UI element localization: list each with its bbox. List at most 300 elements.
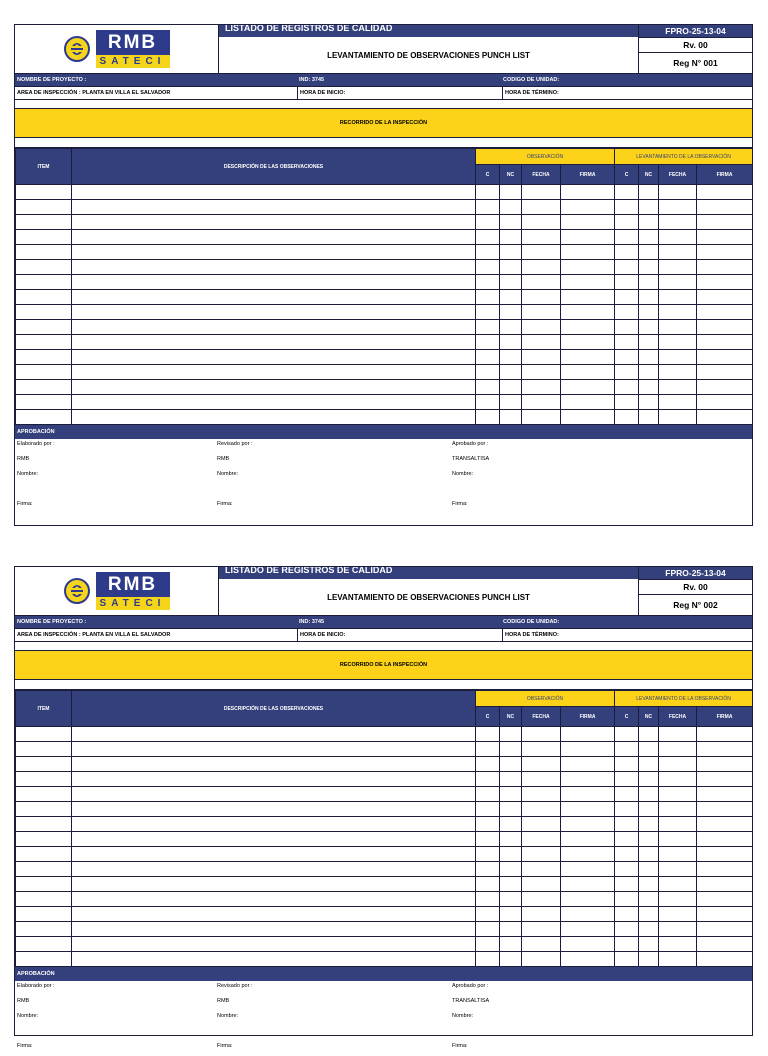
table-cell[interactable] [500,817,522,832]
table-cell[interactable] [16,907,72,922]
table-cell[interactable] [476,832,500,847]
name-field[interactable]: Nombre: [17,1013,39,1019]
table-cell[interactable] [500,832,522,847]
table-cell[interactable] [561,350,615,365]
table-cell[interactable] [476,802,500,817]
name-field[interactable]: Nombre: [217,471,239,477]
table-cell[interactable] [72,395,476,410]
table-cell[interactable] [522,260,561,275]
table-cell[interactable] [697,952,753,967]
table-cell[interactable] [615,320,639,335]
table-cell[interactable] [72,922,476,937]
table-cell[interactable] [522,727,561,742]
table-cell[interactable] [522,395,561,410]
table-cell[interactable] [476,847,500,862]
table-cell[interactable] [522,817,561,832]
table-cell[interactable] [476,937,500,952]
table-cell[interactable] [16,772,72,787]
table-cell[interactable] [476,410,500,425]
end-time-label[interactable]: HORA DE TÉRMINO: [502,629,752,641]
table-cell[interactable] [697,847,753,862]
table-cell[interactable] [615,275,639,290]
table-cell[interactable] [615,185,639,200]
table-cell[interactable] [72,742,476,757]
table-cell[interactable] [522,802,561,817]
table-cell[interactable] [561,410,615,425]
table-cell[interactable] [697,290,753,305]
table-cell[interactable] [476,757,500,772]
table-cell[interactable] [500,215,522,230]
table-cell[interactable] [500,847,522,862]
table-cell[interactable] [697,200,753,215]
table-cell[interactable] [522,245,561,260]
table-cell[interactable] [476,245,500,260]
signature-field[interactable]: Firma: [17,1043,33,1049]
table-cell[interactable] [659,305,697,320]
table-cell[interactable] [615,245,639,260]
table-cell[interactable] [16,847,72,862]
table-cell[interactable] [72,817,476,832]
table-cell[interactable] [72,365,476,380]
table-cell[interactable] [639,847,659,862]
table-cell[interactable] [697,365,753,380]
table-cell[interactable] [500,320,522,335]
table-cell[interactable] [522,350,561,365]
table-cell[interactable] [659,395,697,410]
table-cell[interactable] [615,952,639,967]
table-cell[interactable] [500,802,522,817]
table-cell[interactable] [639,952,659,967]
table-cell[interactable] [16,410,72,425]
table-cell[interactable] [561,877,615,892]
table-cell[interactable] [500,937,522,952]
table-cell[interactable] [561,200,615,215]
table-cell[interactable] [72,380,476,395]
table-cell[interactable] [16,727,72,742]
table-cell[interactable] [500,410,522,425]
table-cell[interactable] [697,757,753,772]
table-cell[interactable] [522,877,561,892]
table-cell[interactable] [16,952,72,967]
table-cell[interactable] [16,802,72,817]
table-cell[interactable] [72,245,476,260]
table-cell[interactable] [16,757,72,772]
table-cell[interactable] [16,320,72,335]
table-cell[interactable] [476,907,500,922]
table-cell[interactable] [615,847,639,862]
table-cell[interactable] [659,817,697,832]
table-cell[interactable] [72,802,476,817]
table-cell[interactable] [522,787,561,802]
table-cell[interactable] [659,952,697,967]
table-cell[interactable] [16,787,72,802]
table-cell[interactable] [500,230,522,245]
table-cell[interactable] [476,787,500,802]
table-cell[interactable] [615,922,639,937]
table-cell[interactable] [639,215,659,230]
table-cell[interactable] [16,862,72,877]
table-cell[interactable] [639,862,659,877]
table-cell[interactable] [697,335,753,350]
table-cell[interactable] [16,215,72,230]
table-cell[interactable] [522,772,561,787]
table-cell[interactable] [615,817,639,832]
table-cell[interactable] [697,410,753,425]
table-cell[interactable] [16,877,72,892]
table-cell[interactable] [659,215,697,230]
signature-field[interactable]: Firma: [452,1043,468,1049]
table-cell[interactable] [615,365,639,380]
table-cell[interactable] [16,290,72,305]
table-cell[interactable] [500,380,522,395]
table-cell[interactable] [639,937,659,952]
table-cell[interactable] [639,320,659,335]
table-cell[interactable] [72,877,476,892]
table-cell[interactable] [16,245,72,260]
table-cell[interactable] [522,847,561,862]
table-cell[interactable] [659,832,697,847]
table-cell[interactable] [16,275,72,290]
name-field[interactable]: Nombre: [17,471,39,477]
table-cell[interactable] [476,215,500,230]
table-cell[interactable] [522,862,561,877]
table-cell[interactable] [500,742,522,757]
table-cell[interactable] [16,185,72,200]
table-cell[interactable] [522,907,561,922]
table-cell[interactable] [500,260,522,275]
table-cell[interactable] [72,727,476,742]
table-cell[interactable] [476,742,500,757]
table-cell[interactable] [697,275,753,290]
table-cell[interactable] [72,772,476,787]
table-cell[interactable] [16,742,72,757]
table-cell[interactable] [639,832,659,847]
table-cell[interactable] [659,290,697,305]
table-cell[interactable] [639,757,659,772]
end-time-label[interactable]: HORA DE TÉRMINO: [502,87,752,99]
table-cell[interactable] [561,215,615,230]
table-cell[interactable] [615,290,639,305]
table-cell[interactable] [615,395,639,410]
table-cell[interactable] [522,742,561,757]
table-cell[interactable] [561,727,615,742]
table-cell[interactable] [500,772,522,787]
table-cell[interactable] [639,185,659,200]
table-cell[interactable] [659,877,697,892]
name-field[interactable]: Nombre: [452,471,474,477]
table-cell[interactable] [639,892,659,907]
table-cell[interactable] [561,305,615,320]
table-cell[interactable] [522,290,561,305]
table-cell[interactable] [72,305,476,320]
table-cell[interactable] [72,200,476,215]
table-cell[interactable] [639,335,659,350]
table-cell[interactable] [639,200,659,215]
table-cell[interactable] [16,380,72,395]
table-cell[interactable] [659,185,697,200]
table-cell[interactable] [615,230,639,245]
table-cell[interactable] [561,290,615,305]
table-cell[interactable] [476,230,500,245]
table-cell[interactable] [16,230,72,245]
table-cell[interactable] [697,185,753,200]
table-cell[interactable] [476,260,500,275]
table-cell[interactable] [697,772,753,787]
table-cell[interactable] [500,200,522,215]
table-cell[interactable] [476,335,500,350]
table-cell[interactable] [72,290,476,305]
table-cell[interactable] [659,772,697,787]
table-cell[interactable] [522,922,561,937]
table-cell[interactable] [16,892,72,907]
table-cell[interactable] [72,937,476,952]
table-cell[interactable] [615,862,639,877]
table-cell[interactable] [500,787,522,802]
table-cell[interactable] [639,727,659,742]
signature-field[interactable]: Firma: [452,501,468,507]
table-cell[interactable] [697,802,753,817]
table-cell[interactable] [697,877,753,892]
table-cell[interactable] [522,185,561,200]
start-time-label[interactable]: HORA DE INICIO: [297,629,502,641]
table-cell[interactable] [500,727,522,742]
table-cell[interactable] [500,892,522,907]
table-cell[interactable] [639,230,659,245]
table-cell[interactable] [615,772,639,787]
table-cell[interactable] [659,230,697,245]
table-cell[interactable] [72,260,476,275]
table-cell[interactable] [476,290,500,305]
table-cell[interactable] [476,350,500,365]
start-time-label[interactable]: HORA DE INICIO: [297,87,502,99]
table-cell[interactable] [639,817,659,832]
table-cell[interactable] [659,757,697,772]
table-cell[interactable] [476,320,500,335]
table-cell[interactable] [615,335,639,350]
table-cell[interactable] [476,200,500,215]
table-cell[interactable] [72,185,476,200]
table-cell[interactable] [72,757,476,772]
table-cell[interactable] [500,922,522,937]
table-cell[interactable] [500,335,522,350]
table-cell[interactable] [697,742,753,757]
table-cell[interactable] [639,365,659,380]
table-cell[interactable] [72,215,476,230]
table-cell[interactable] [615,832,639,847]
table-cell[interactable] [659,892,697,907]
table-cell[interactable] [659,787,697,802]
table-cell[interactable] [522,215,561,230]
table-cell[interactable] [561,320,615,335]
table-cell[interactable] [522,365,561,380]
table-cell[interactable] [522,200,561,215]
table-cell[interactable] [697,380,753,395]
table-cell[interactable] [615,350,639,365]
table-cell[interactable] [639,350,659,365]
table-cell[interactable] [500,907,522,922]
table-cell[interactable] [476,772,500,787]
table-cell[interactable] [72,787,476,802]
table-cell[interactable] [561,922,615,937]
table-cell[interactable] [522,410,561,425]
table-cell[interactable] [522,757,561,772]
table-cell[interactable] [522,305,561,320]
name-field[interactable]: Nombre: [217,1013,239,1019]
table-cell[interactable] [659,727,697,742]
table-cell[interactable] [500,952,522,967]
table-cell[interactable] [522,952,561,967]
signature-field[interactable]: Firma: [217,1043,233,1049]
table-cell[interactable] [615,742,639,757]
table-cell[interactable] [561,847,615,862]
table-cell[interactable] [697,350,753,365]
table-cell[interactable] [476,892,500,907]
table-cell[interactable] [639,245,659,260]
table-cell[interactable] [697,922,753,937]
table-cell[interactable] [72,410,476,425]
table-cell[interactable] [639,395,659,410]
table-cell[interactable] [16,365,72,380]
table-cell[interactable] [639,772,659,787]
table-cell[interactable] [615,380,639,395]
table-cell[interactable] [659,365,697,380]
table-cell[interactable] [522,230,561,245]
table-cell[interactable] [659,200,697,215]
table-cell[interactable] [659,350,697,365]
table-cell[interactable] [476,380,500,395]
table-cell[interactable] [659,802,697,817]
table-cell[interactable] [476,275,500,290]
table-cell[interactable] [72,862,476,877]
table-cell[interactable] [561,832,615,847]
table-cell[interactable] [639,742,659,757]
table-cell[interactable] [72,847,476,862]
table-cell[interactable] [639,275,659,290]
table-cell[interactable] [72,275,476,290]
table-cell[interactable] [522,320,561,335]
table-cell[interactable] [639,787,659,802]
table-cell[interactable] [476,365,500,380]
table-cell[interactable] [639,907,659,922]
table-cell[interactable] [697,862,753,877]
table-cell[interactable] [659,922,697,937]
table-cell[interactable] [476,952,500,967]
table-cell[interactable] [16,305,72,320]
table-cell[interactable] [615,410,639,425]
table-cell[interactable] [639,922,659,937]
table-cell[interactable] [476,727,500,742]
table-cell[interactable] [500,395,522,410]
table-cell[interactable] [72,230,476,245]
table-cell[interactable] [615,892,639,907]
table-cell[interactable] [16,395,72,410]
table-cell[interactable] [561,275,615,290]
signature-field[interactable]: Firma: [17,501,33,507]
table-cell[interactable] [659,862,697,877]
table-cell[interactable] [72,832,476,847]
table-cell[interactable] [16,350,72,365]
table-cell[interactable] [476,877,500,892]
table-cell[interactable] [659,410,697,425]
table-cell[interactable] [561,365,615,380]
table-cell[interactable] [639,290,659,305]
table-cell[interactable] [561,862,615,877]
table-cell[interactable] [500,365,522,380]
table-cell[interactable] [697,787,753,802]
table-cell[interactable] [639,260,659,275]
table-cell[interactable] [639,305,659,320]
table-cell[interactable] [697,305,753,320]
table-cell[interactable] [697,230,753,245]
table-cell[interactable] [522,380,561,395]
table-cell[interactable] [615,305,639,320]
table-cell[interactable] [615,757,639,772]
table-cell[interactable] [72,320,476,335]
table-cell[interactable] [561,952,615,967]
table-cell[interactable] [561,757,615,772]
table-cell[interactable] [697,395,753,410]
table-cell[interactable] [615,802,639,817]
table-cell[interactable] [659,260,697,275]
table-cell[interactable] [639,802,659,817]
table-cell[interactable] [16,200,72,215]
table-cell[interactable] [16,937,72,952]
signature-field[interactable]: Firma: [217,501,233,507]
table-cell[interactable] [639,380,659,395]
table-cell[interactable] [659,847,697,862]
table-cell[interactable] [561,892,615,907]
table-cell[interactable] [561,742,615,757]
table-cell[interactable] [697,215,753,230]
table-cell[interactable] [500,305,522,320]
name-field[interactable]: Nombre: [452,1013,474,1019]
table-cell[interactable] [615,787,639,802]
table-cell[interactable] [522,892,561,907]
table-cell[interactable] [561,245,615,260]
table-cell[interactable] [561,817,615,832]
table-cell[interactable] [697,892,753,907]
table-cell[interactable] [476,185,500,200]
table-cell[interactable] [561,230,615,245]
table-cell[interactable] [697,260,753,275]
table-cell[interactable] [659,245,697,260]
table-cell[interactable] [16,922,72,937]
table-cell[interactable] [561,395,615,410]
table-cell[interactable] [476,922,500,937]
table-cell[interactable] [72,350,476,365]
table-cell[interactable] [500,245,522,260]
table-cell[interactable] [697,245,753,260]
table-cell[interactable] [500,290,522,305]
table-cell[interactable] [615,937,639,952]
table-cell[interactable] [697,937,753,952]
table-cell[interactable] [697,907,753,922]
table-cell[interactable] [639,410,659,425]
table-cell[interactable] [561,335,615,350]
table-cell[interactable] [615,877,639,892]
table-cell[interactable] [72,892,476,907]
table-cell[interactable] [16,335,72,350]
table-cell[interactable] [476,817,500,832]
table-cell[interactable] [697,320,753,335]
table-cell[interactable] [522,832,561,847]
table-cell[interactable] [659,380,697,395]
table-cell[interactable] [561,772,615,787]
table-cell[interactable] [16,817,72,832]
table-cell[interactable] [615,727,639,742]
table-cell[interactable] [561,907,615,922]
table-cell[interactable] [659,320,697,335]
